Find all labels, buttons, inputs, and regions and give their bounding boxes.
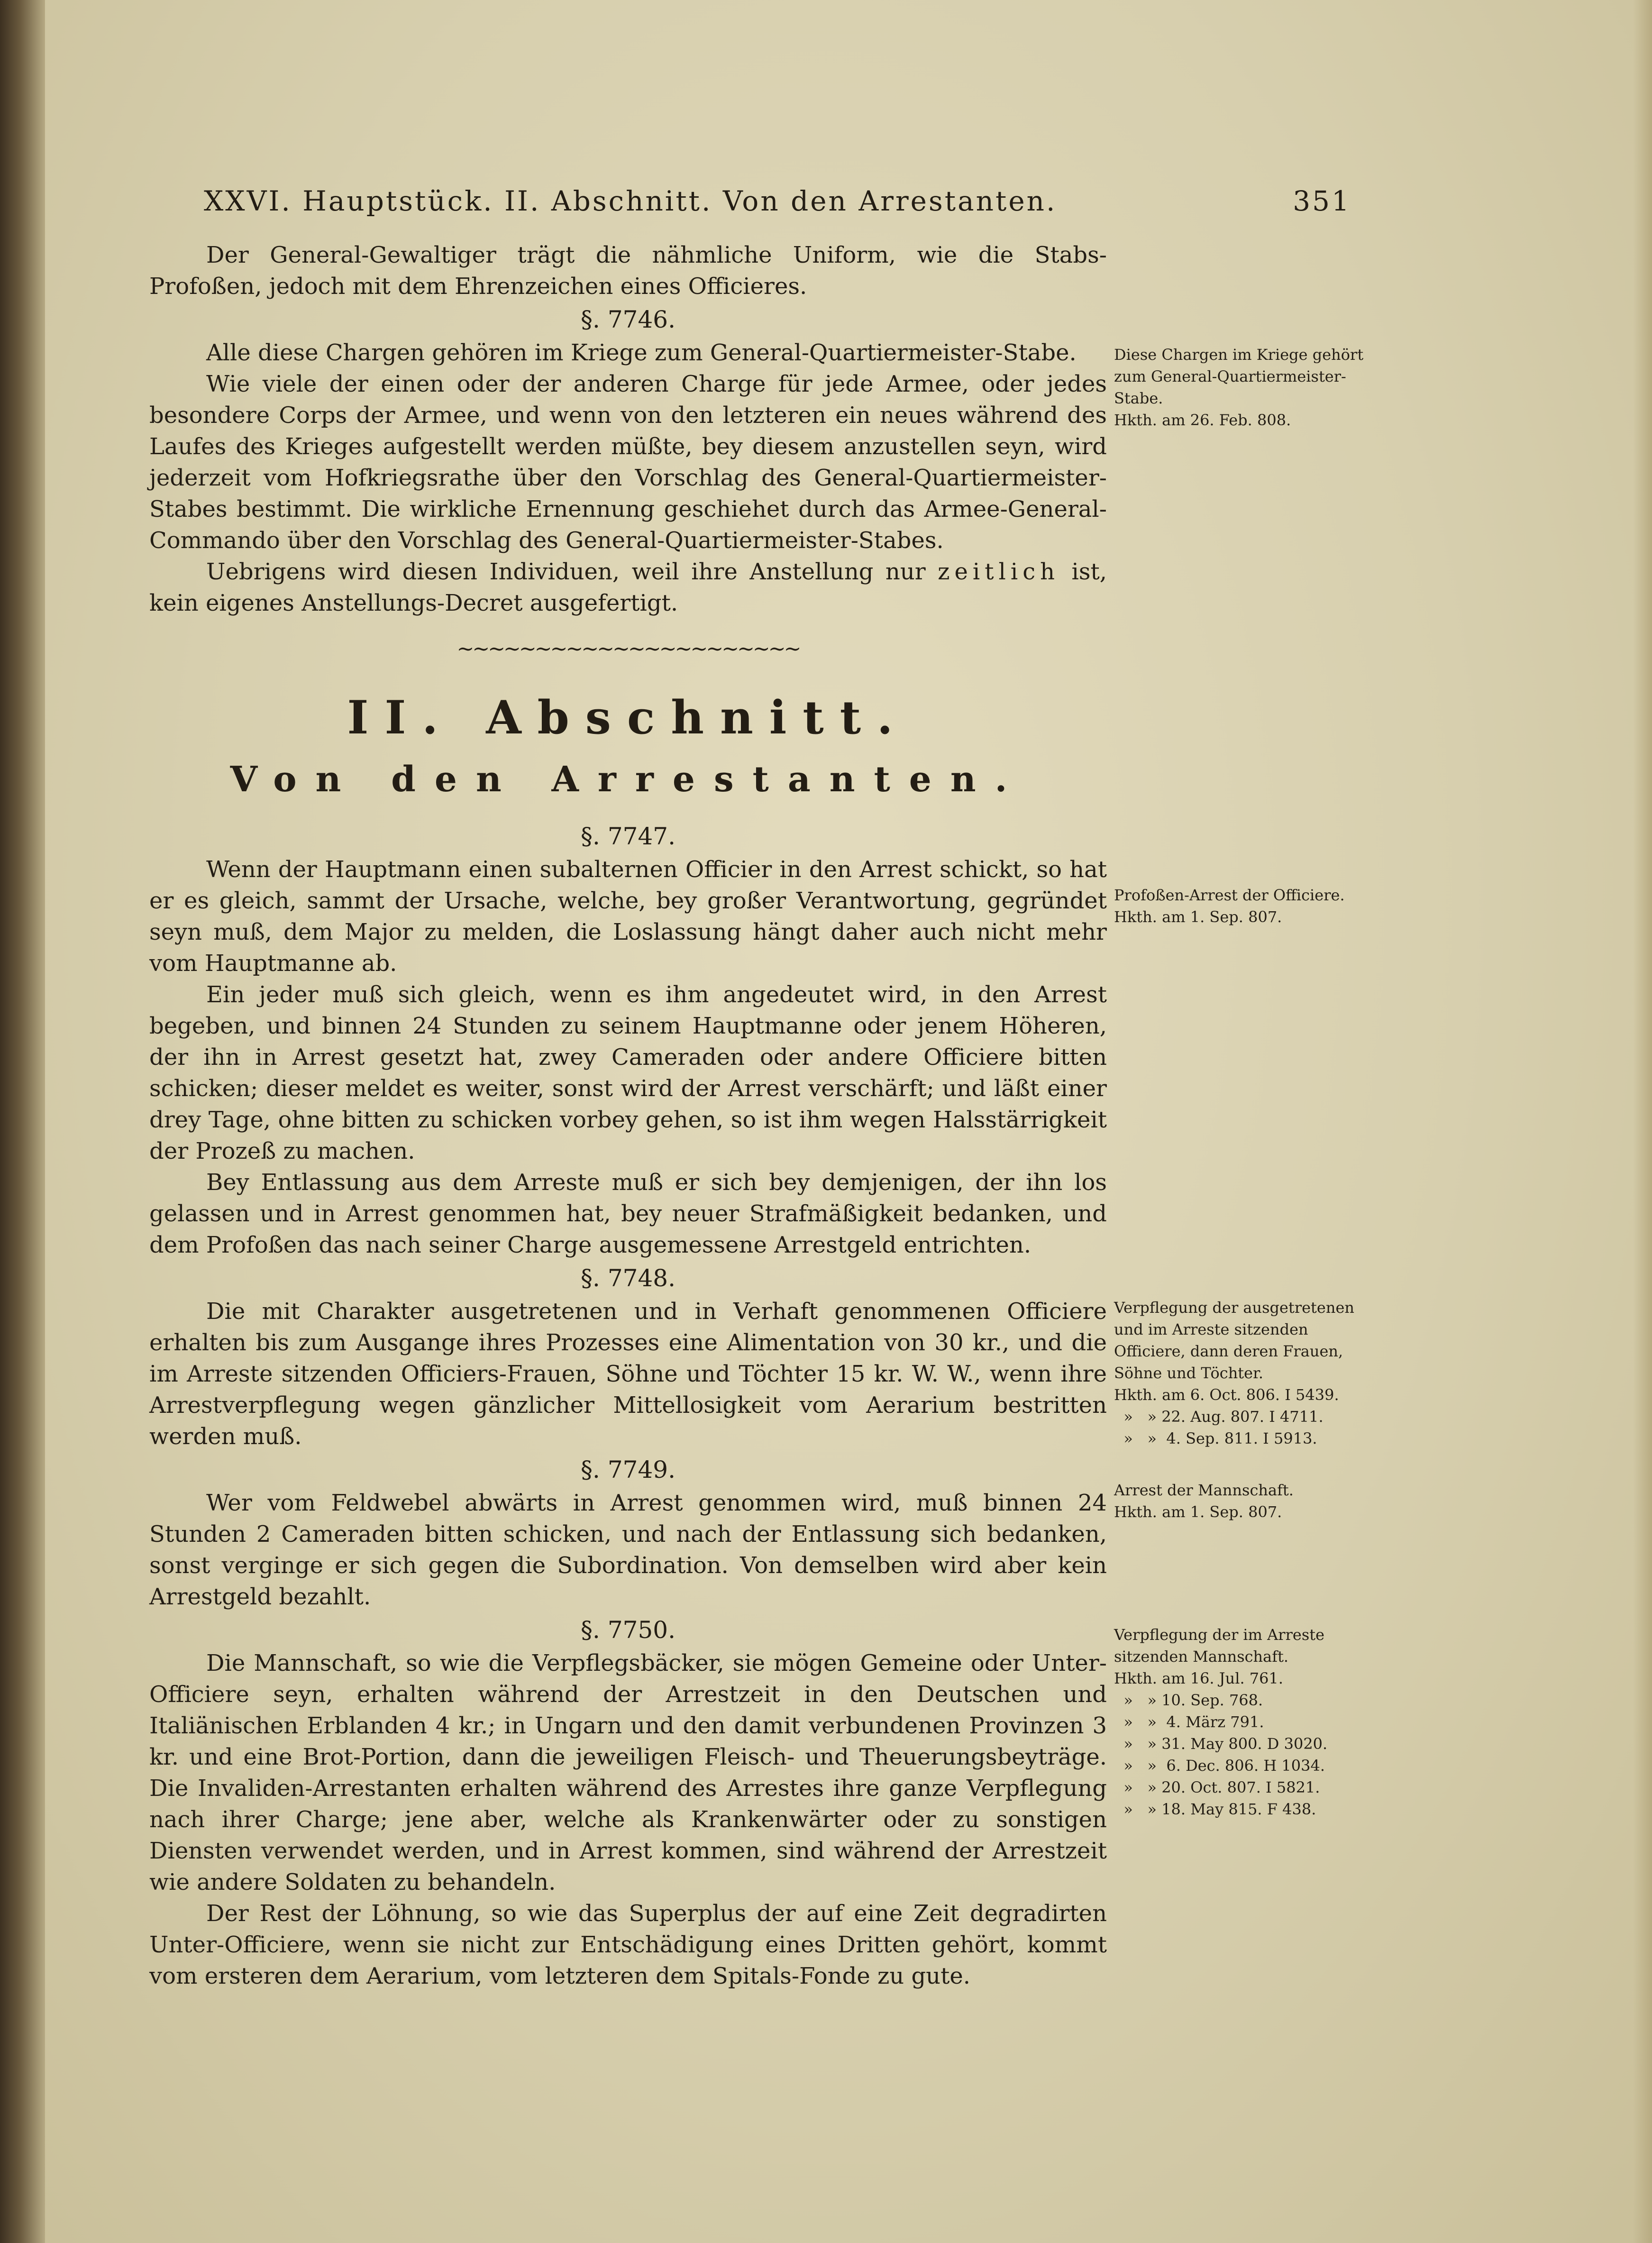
book-gutter [0, 0, 45, 2243]
paragraph-7749: Wer vom Feldwebel abwärts in Arrest genommen wird, muß binnen 24 Stunden 2 Cameraden bitten schicken, und nach der Entlassung sich bedanken, sonst verginge er sich gegen die Subordination. Von demselben wird aber kein Arrestgeld bezahlt. [149, 1490, 1107, 1610]
section-number-7749: §. 7749. [581, 1456, 675, 1483]
text-run: Uebrigens wird diesen Individuen, weil ihre Anstellung nur [206, 558, 938, 585]
margin-note-text: Verpflegung der im Arreste sitzenden Mannschaft. [1114, 1626, 1325, 1666]
margin-note-reference: Hkth. am 1. Sep. 807. [1114, 908, 1282, 926]
margin-note-7750 [1114, 1624, 1370, 1820]
ornamental-divider: ~~~~~~~~~~~~~~~~~~~~~~ [456, 637, 800, 661]
margin-note-7747 [1114, 884, 1370, 928]
margin-note-reference: » » 4. März 791. [1114, 1713, 1264, 1731]
page-edge [1633, 0, 1652, 2243]
margin-note-text: Diese Chargen im Kriege gehört zum General-Quartiermeister-Stabe. [1114, 346, 1364, 407]
margin-note-7746 [1114, 344, 1370, 431]
margin-note-reference: » » 31. May 800. D 3020. [1114, 1735, 1328, 1753]
margin-note-7748 [1114, 1297, 1370, 1449]
margin-note-text: Profoßen-Arrest der Officiere. [1114, 886, 1345, 904]
margin-note-reference: » » 18. May 815. F 438. [1114, 1800, 1316, 1818]
margin-note-reference: Hkth. am 16. Jul. 761. [1114, 1669, 1284, 1687]
margin-note-reference: » » 4. Sep. 811. I 5913. [1114, 1429, 1317, 1447]
paragraph-7750-a: Die Mannschaft, so wie die Verpflegsbäcker, sie mögen Gemeine oder Unter-Officiere seyn, erhalten während der Arrestzeit in den Deutschen und Italiänischen Erblanden 4 kr.; in Ungarn und den damit verbundenen Provinzen 3 kr. und eine Brot-Portion, dann die jeweiligen Fleisch- und Theuerungsbeyträge. Die Invaliden-Arrestanten erhalten während des Arrestes ihre ganze Verpflegung nach ihrer Charge; jene aber, welche als Krankenwärter oder zu sonstigen Diensten verwendet werden, und in Arrest kommen, sind während der Arrestzeit wie andere Soldaten zu behandeln. [149, 1650, 1107, 1895]
paragraph-7746-b: Wie viele der einen oder der anderen Charge für jede Armee, oder jedes besondere Corps der Armee, und wenn von den letzteren ein neues während des Laufes des Krieges aufgestellt werden müßte, bey diesem anzustellen seyn, wird jederzeit vom Hofkriegsrathe über den Vorschlag des General-Quartiermeister-Stabes bestimmt. Die wirkliche Ernennung geschiehet durch das Armee-General-Commando über den Vorschlag des General-Quartiermeister-Stabes. [149, 371, 1107, 554]
page-number: 351 [1293, 185, 1351, 217]
margin-note-reference: » » 10. Sep. 768. [1114, 1691, 1263, 1709]
running-title: XXVI. Hauptstück. II. Abschnitt. Von den Arrestanten. [204, 185, 1057, 217]
margin-note-text: Arrest der Mannschaft. [1114, 1481, 1294, 1499]
paragraph-7747-a: Wenn der Hauptmann einen subalternen Officier in den Arrest schickt, so hat er es gleich, sammt der Ursache, welche, bey großer Verantwortung, gegründet seyn muß, dem Major zu melden, die Loslassung hängt daher auch nicht mehr vom Hauptmanne ab. [149, 856, 1107, 977]
emphasized-word: zeitlich [938, 558, 1060, 585]
margin-note-text: Verpflegung der ausgetretenen und im Arreste sitzenden Officiere, dann deren Frauen, Söhne und Töchter. [1114, 1299, 1354, 1382]
margin-note-reference: Hkth. am 1. Sep. 807. [1114, 1503, 1282, 1521]
chapter-title: II. Abschnitt. [347, 691, 909, 744]
section-number-7750: §. 7750. [581, 1616, 675, 1644]
main-text-column [149, 239, 1107, 1992]
margin-note-7749 [1114, 1479, 1370, 1523]
margin-note-reference: » » 20. Oct. 807. I 5821. [1114, 1778, 1320, 1796]
margin-note-reference: » » 22. Aug. 807. I 4711. [1114, 1408, 1323, 1426]
paragraph-7746-a: Alle diese Chargen gehören im Kriege zum General-Quartiermeister-Stabe. [206, 339, 1077, 366]
running-header [204, 185, 1351, 228]
margin-note-reference: » » 6. Dec. 806. H 1034. [1114, 1757, 1325, 1775]
paragraph-7747-c: Bey Entlassung aus dem Arreste muß er sich bey demjenigen, der ihn los gelassen und in Arrest genommen hat, bey neuer Strafmäßigkeit bedanken, und dem Profoßen das nach seiner Charge ausgemessene Arrestgeld entrichten. [149, 1169, 1107, 1258]
paragraph-7748: Die mit Charakter ausgetretenen und in Verhaft genommenen Officiere erhalten bis zum Ausgange ihres Prozesses eine Alimentation von 30 kr., und die im Arreste sitzenden Officiers-Frauen, Söhne und Töchter 15 kr. W. W., wenn ihre Arrestverpflegung wegen gänzlicher Mittellosigkeit vom Aerarium bestritten werden muß. [149, 1298, 1107, 1450]
margin-note-reference: Hkth. am 26. Feb. 808. [1114, 411, 1291, 429]
paragraph-intro: Der General-Gewaltiger trägt die nähmliche Uniform, wie die Stabs-Profoßen, jedoch mit dem Ehrenzeichen eines Officieres. [149, 242, 1107, 300]
paragraph-7747-b: Ein jeder muß sich gleich, wenn es ihm angedeutet wird, in den Arrest begeben, und binnen 24 Stunden zu seinem Hauptmanne oder jenem Höheren, der ihn in Arrest gesetzt hat, zwey Cameraden oder andere Officiere bitten schicken; dieser meldet es weiter, sonst wird der Arrest verschärft; und läßt einer drey Tage, ohne bitten zu schicken vorbey gehen, so ist ihm wegen Halsstärrigkeit der Prozeß zu machen. [149, 981, 1107, 1164]
section-number-7746: §. 7746. [581, 306, 675, 333]
paragraph-7746-c [149, 556, 1107, 619]
margin-note-reference: Hkth. am 6. Oct. 806. I 5439. [1114, 1386, 1339, 1404]
paragraph-7750-b: Der Rest der Löhnung, so wie das Superplus der auf eine Zeit degradirten Unter-Officiere, wenn sie nicht zur Entschädigung eines Dritten gehört, kommt vom ersteren dem Aerarium, vom letzteren dem Spitals-Fonde zu gute. [149, 1900, 1107, 1989]
text-run: ist, kein eigenes Anstellungs-Decret ausgefertigt. [149, 558, 1107, 616]
chapter-subtitle: Von den Arrestanten. [230, 759, 1026, 800]
section-number-7747: §. 7747. [581, 823, 675, 850]
section-number-7748: §. 7748. [581, 1264, 675, 1292]
